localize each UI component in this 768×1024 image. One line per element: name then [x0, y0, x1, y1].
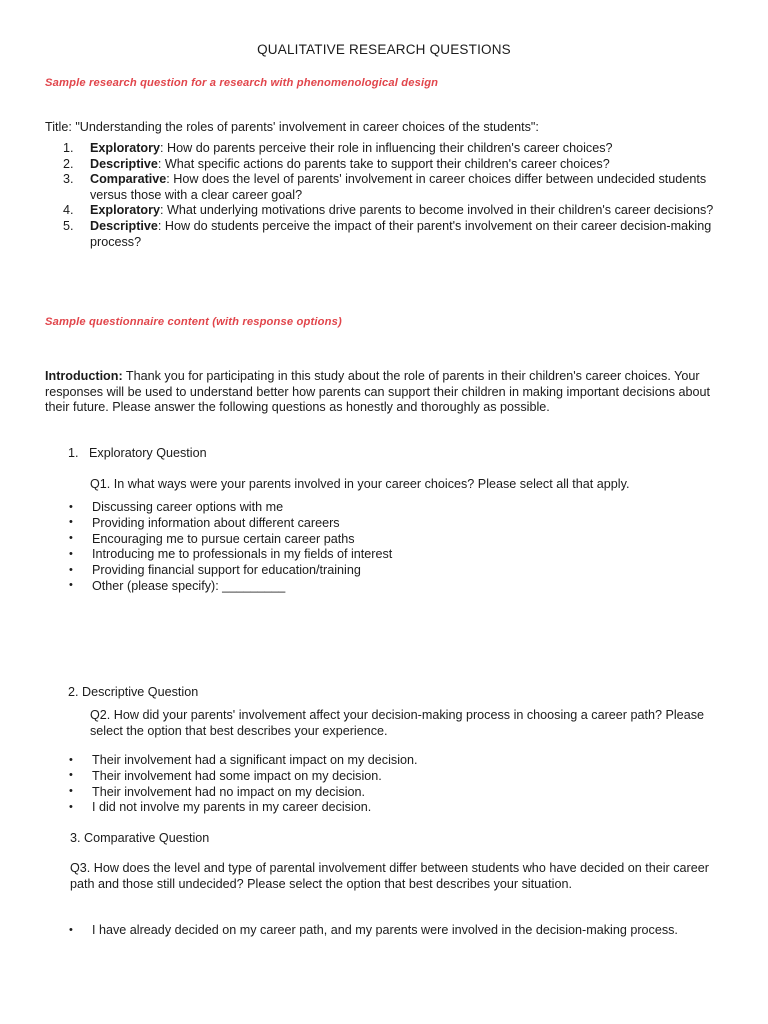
question-3-number: 3. [70, 831, 81, 845]
list-item-label: Exploratory [90, 203, 160, 218]
list-item[interactable]: • Providing financial support for education/training [45, 563, 695, 579]
question-3-heading [70, 831, 209, 847]
list-item-number: 5. [63, 218, 74, 233]
question-2-number: 2. [68, 685, 79, 699]
list-item[interactable]: • Introducing me to professionals in my fields of interest [45, 547, 695, 563]
list-item-number: 2. [63, 156, 74, 171]
question-3-prompt: Q3. How does the level and type of parental involvement differ between students who have decided on their career path and those still undecided? Please select the option that best describes your situation. [70, 861, 709, 891]
list-item[interactable]: • Their involvement had some impact on my decision. [45, 769, 695, 785]
question-3-label: Comparative Question [84, 831, 210, 845]
list-item-number: 4. [63, 203, 74, 218]
list-item[interactable]: • Encouraging me to pursue certain career paths [45, 532, 695, 548]
list-item-text: : What specific actions do parents take to support their children's career choices? [157, 156, 610, 171]
research-title-line: Title: "Understanding the roles of parents' involvement in career choices of the students": [45, 120, 539, 134]
list-item [45, 141, 725, 157]
list-item-text: : What underlying motivations drive parents to become involved in their children's career decisions? [160, 203, 714, 218]
list-item-text: : How do students perceive the impact of their parent's involvement on their career decision-making process? [90, 218, 712, 249]
introduction-text: Thank you for participating in this study about the role of parents in their children's career choices. Your responses will be used to understand better how parents can support their children in making important decisions about their future. Please answer the following questions as honestly and thoroughly as possible. [45, 369, 711, 415]
question-3-options [45, 923, 713, 939]
list-item-text: : How do parents perceive their role in influencing their children's career choices? [160, 141, 613, 155]
list-item-label: Comparative [90, 172, 167, 187]
list-item [45, 157, 725, 173]
list-item[interactable]: • Providing information about different careers [45, 516, 695, 532]
list-item[interactable]: • Their involvement had no impact on my decision. [45, 785, 695, 801]
question-1-options [45, 500, 695, 595]
introduction-label: Introduction: [45, 369, 123, 383]
list-item-label: Descriptive [90, 156, 158, 171]
question-1-heading [68, 446, 207, 462]
question-2-label: Descriptive Question [82, 685, 199, 699]
list-item [45, 219, 725, 250]
list-item[interactable]: • Their involvement had a significant impact on my decision. [45, 753, 695, 769]
list-item-label: Descriptive [90, 218, 158, 233]
introduction-paragraph [45, 369, 724, 416]
page-title: QUALITATIVE RESEARCH QUESTIONS [257, 42, 511, 57]
question-1-label: Exploratory Question [89, 446, 207, 460]
question-1-number: 1. [68, 446, 79, 460]
question-2-prompt: Q2. How did your parents' involvement affect your decision-making process in choosing a career path? Please select the option that best describes your experience. [90, 708, 704, 738]
list-item [45, 172, 725, 203]
section-heading-questionnaire: Sample questionnaire content (with response options) [45, 316, 342, 328]
list-item[interactable]: • I have already decided on my career path, and my parents were involved in the decision-making process. [45, 923, 713, 939]
list-item[interactable]: • Discussing career options with me [45, 500, 695, 516]
list-item-other[interactable]: • Other (please specify): _________ [45, 579, 695, 595]
list-item[interactable]: • I did not involve my parents in my career decision. [45, 800, 695, 816]
question-2-options [45, 753, 695, 816]
list-item-text: : How does the level of parents' involvement in career choices differ between undecided students versus those with a clear career goal? [90, 172, 707, 202]
list-item-number: 1. [63, 141, 74, 155]
list-item-label: Exploratory [90, 141, 160, 155]
question-1-prompt: Q1. In what ways were your parents involved in your career choices? Please select all that apply. [90, 477, 630, 491]
research-questions-list [45, 141, 725, 250]
list-item [45, 203, 725, 219]
section-heading-research-question: Sample research question for a research with phenomenological design [45, 77, 439, 89]
question-2-heading [68, 685, 198, 701]
list-item-number: 3. [63, 172, 74, 187]
